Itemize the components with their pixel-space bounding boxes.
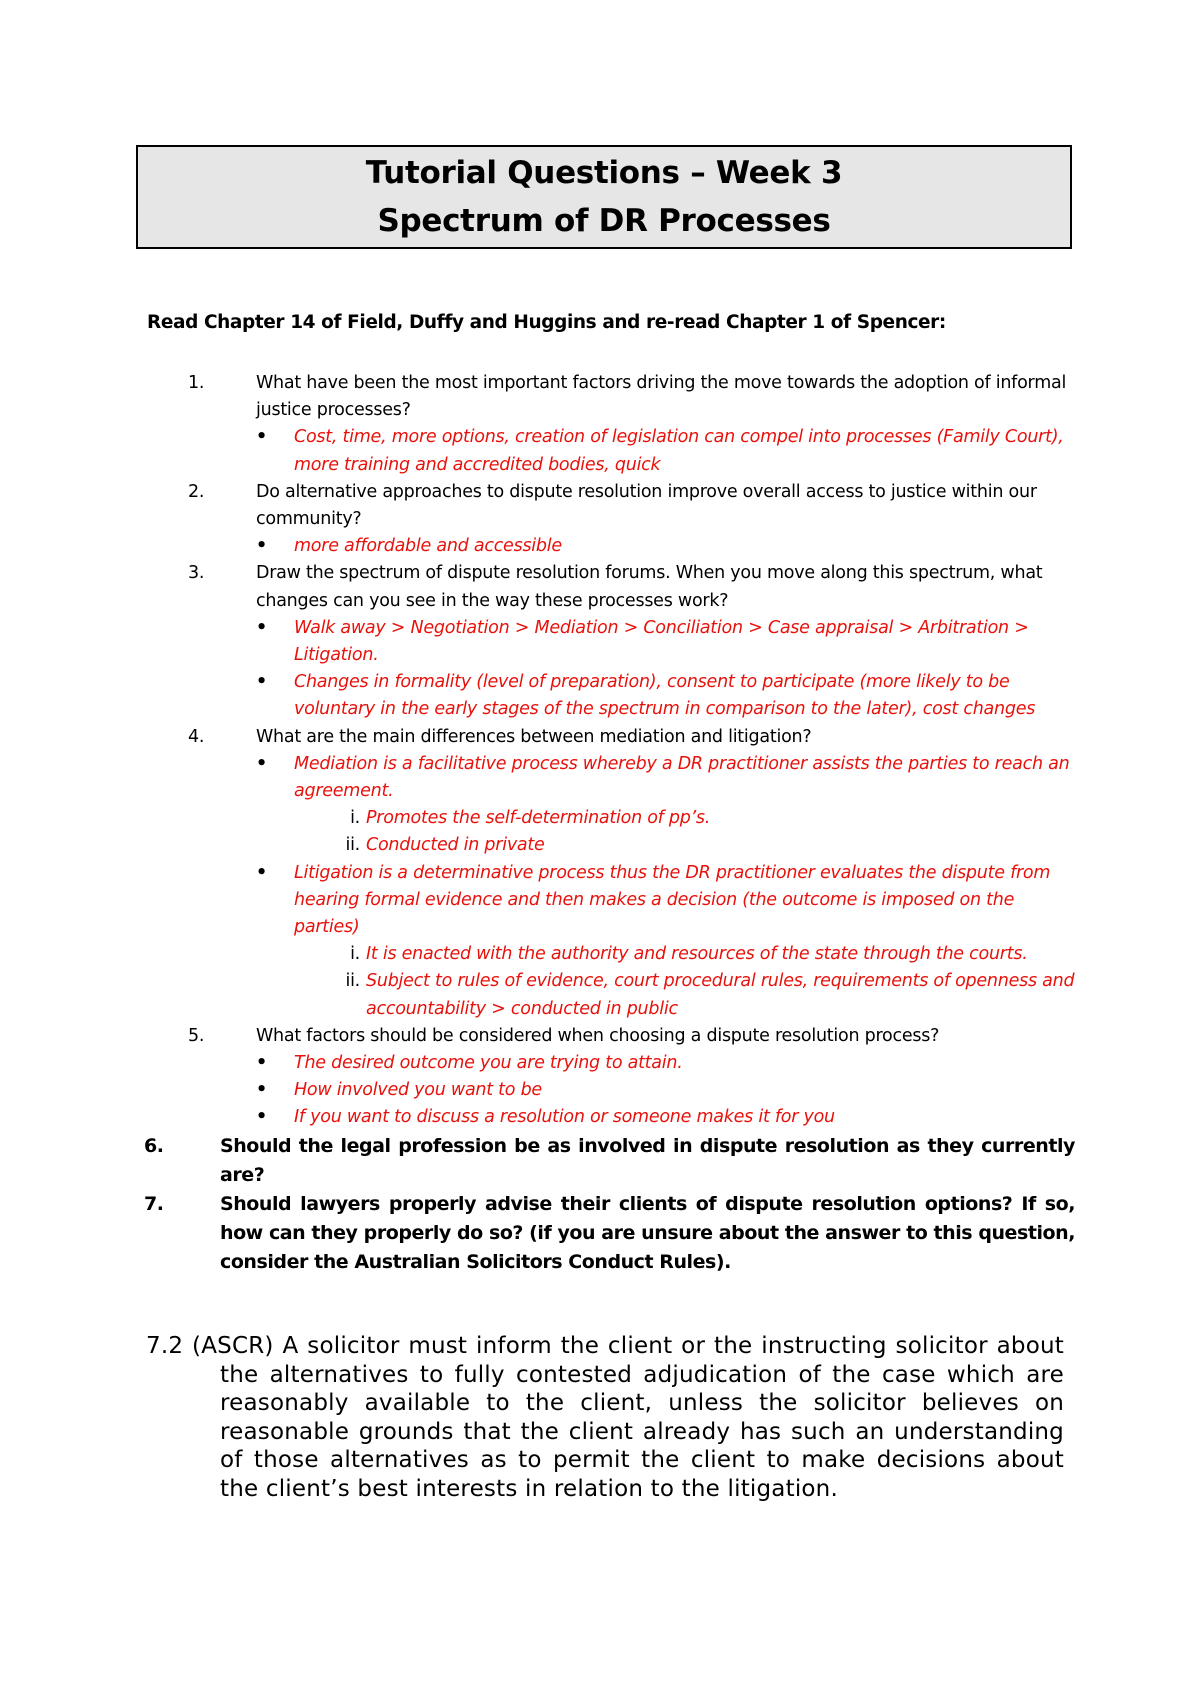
answer-text: more affordable and accessible [294,536,562,557]
bullet-icon: • [256,617,267,638]
sub-point [256,805,1075,832]
sub-point [256,941,1075,968]
answer-text: Changes in formality (level of preparation), consent to participate (more likely to be voluntary in the early stages of the spectrum in comparison to the later), cost changes [294,672,1036,720]
answer-bullet [256,533,1075,560]
answer-bullet [256,1104,1075,1131]
question-number: 1. [188,373,205,393]
sub-point-number: ii. [345,835,360,856]
bullet-icon: • [256,753,267,774]
question-text: What have been the most important factors driving the move towards the adoption of informal justice processes? [256,373,1067,421]
question-2 [140,479,1075,561]
question-7 [140,1190,1075,1277]
question-number: 4. [188,726,205,747]
answer-text: Cost, time, more options, creation of legislation can compel into processes (Family Court), more training and accredited bodies, quick [294,427,1064,475]
answer-bullet [256,860,1075,942]
question-text: Draw the spectrum of dispute resolution forums. When you move along this spectrum, what changes can you see in the way these processes work? [256,563,1043,611]
sub-point-text: It is enacted with the authority and resources of the state through the courts. [366,944,1028,965]
sub-point-number: i. [350,944,360,965]
bullet-icon: • [256,862,267,883]
page-title: Tutorial Questions – Week 3 [365,155,843,191]
question-5 [140,1023,1075,1132]
question-4 [140,724,1075,1023]
question-number: 5. [188,1025,205,1046]
answer-text: How involved you want to be [294,1080,542,1101]
answer-text: Mediation is a facilitative process whereby a DR practitioner assists the parties to reach an agreement. [294,753,1070,802]
sub-point [256,832,1075,859]
bullet-icon: • [256,427,267,448]
page-subtitle: Spectrum of DR Processes [377,203,831,239]
ascr-rule-quote: 7.2 (ASCR) A solicitor must inform the client or the instructing solicitor about the alternatives to fully contested adjudication of the case which are reasonably available to the client, unless the solicitor believes on reasonable grounds that the client already has such an understanding of those alternatives as to permit the client to make decisions about the client’s best interests in relation to the litigation. [146,1333,1064,1502]
answer-bullet [256,424,1075,478]
answer-bullet [256,1077,1075,1104]
title-box [136,145,1072,249]
answer-text: Litigation is a determinative process thus the DR practitioner evaluates the dispute from hearing formal evidence and then makes a decision (the outcome is imposed on the parties) [294,862,1051,938]
answer-text: The desired outcome you are trying to attain. [294,1053,683,1074]
bullet-icon: • [256,536,267,557]
question-number: 2. [188,481,205,502]
question-number: 7. [144,1192,164,1215]
sub-point-text: Conducted in private [366,835,545,856]
question-text: Should lawyers properly advise their clients of dispute resolution options? If so, how can they properly do so? (if you are unsure about the answer to this question, consider the Australian Solicitors Conduct Rules). [220,1192,1075,1273]
sub-point-number: ii. [345,971,360,992]
sub-point-text: Promotes the self-determination of pp’s. [366,808,711,829]
question-number: 3. [188,563,205,584]
answer-text: If you want to discuss a resolution or someone makes it for you [294,1107,835,1128]
question-1 [140,370,1075,479]
question-text: What are the main differences between mediation and litigation? [256,726,812,747]
reading-instruction: Read Chapter 14 of Field, Duffy and Huggins and re-read Chapter 1 of Spencer: [147,312,946,333]
bullet-icon: • [256,1080,267,1101]
answer-bullet [256,615,1075,669]
answer-bullet [256,1050,1075,1077]
question-text: Should the legal profession be as involved in dispute resolution as they currently are? [220,1134,1075,1186]
question-list [140,370,1075,1277]
question-text: What factors should be considered when choosing a dispute resolution process? [256,1025,940,1046]
answer-bullet [256,751,1075,805]
answer-bullet [256,669,1075,723]
sub-point [256,968,1075,1022]
question-3 [140,560,1075,723]
question-6 [140,1132,1075,1190]
bullet-icon: • [256,1107,267,1128]
bullet-icon: • [256,1053,267,1074]
sub-point-number: i. [350,808,360,829]
question-text: Do alternative approaches to dispute resolution improve overall access to justice within our community? [256,481,1037,530]
sub-point-text: Subject to rules of evidence, court procedural rules, requirements of openness and accountability > conducted in public [366,971,1075,1019]
answer-text: Walk away > Negotiation > Mediation > Conciliation > Case appraisal > Arbitration > Litigation. [294,617,1029,666]
bullet-icon: • [256,672,267,693]
question-number: 6. [144,1134,164,1157]
